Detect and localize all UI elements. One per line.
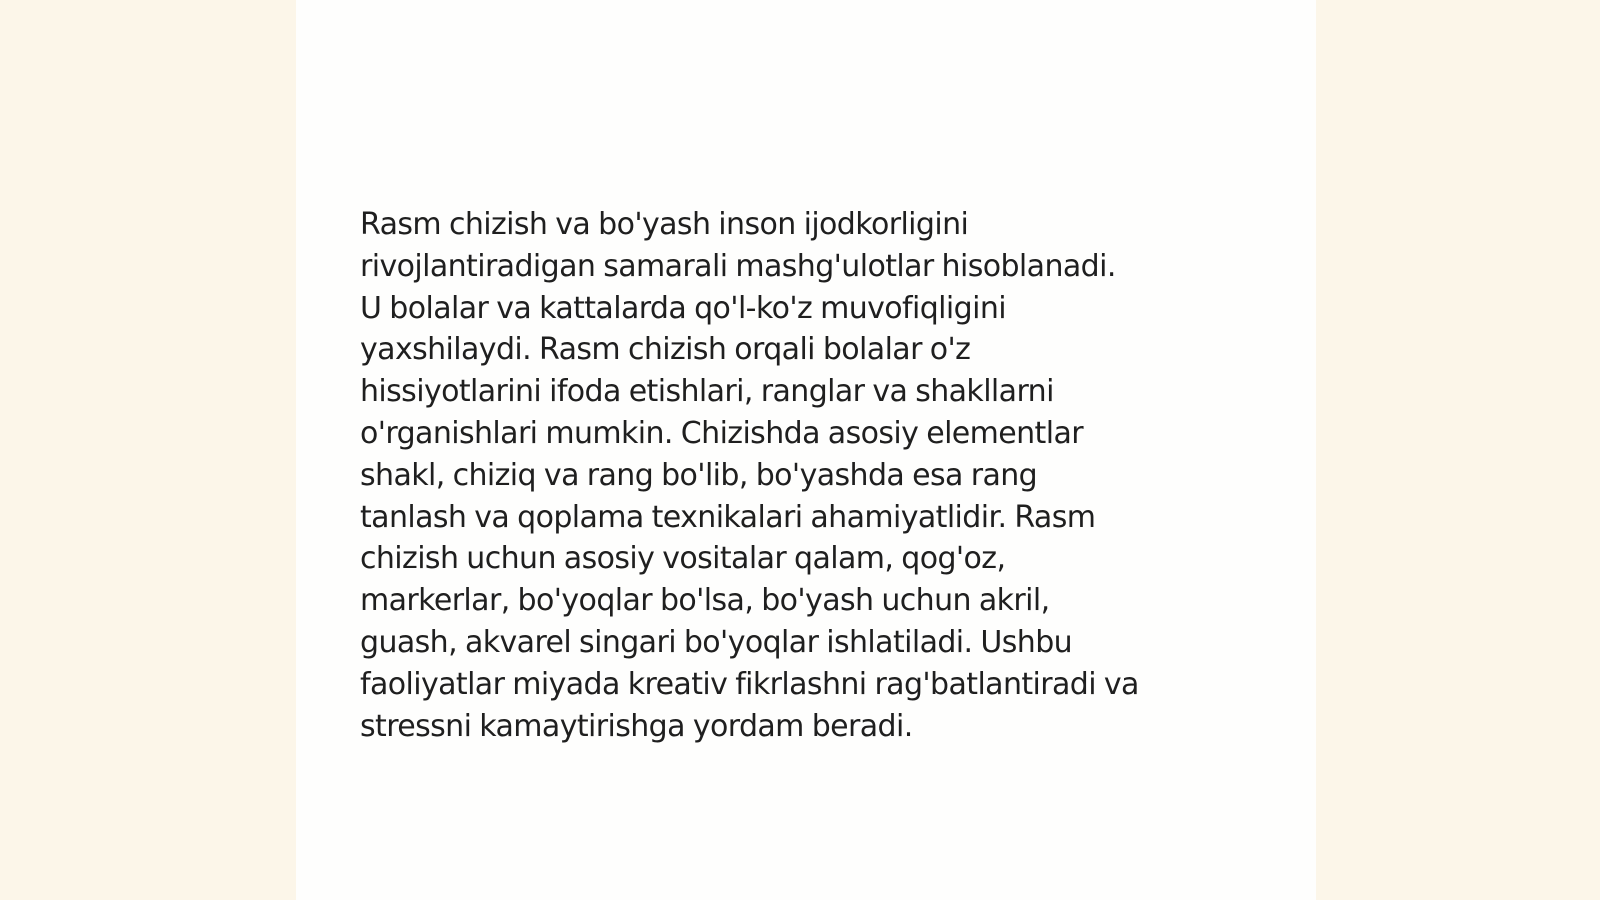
- body-paragraph: [360, 204, 1240, 747]
- paragraph-line: shakl, chiziq va rang bo'lib, bo'yashda esa rang: [360, 457, 1038, 493]
- paragraph-line: U bolalar va kattalarda qo'l-ko'z muvofiqligini: [360, 290, 1006, 326]
- paragraph-line: guash, akvarel singari bo'yoqlar ishlatiladi. Ushbu: [360, 624, 1073, 660]
- paragraph-line: rivojlantiradigan samarali mashg'ulotlar hisoblanadi.: [360, 248, 1116, 284]
- paragraph-line: yaxshilaydi. Rasm chizish orqali bolalar o'z: [360, 332, 971, 368]
- right-margin-panel: [1316, 0, 1600, 900]
- paragraph-line: hissiyotlarini ifoda etishlari, ranglar va shakllarni: [360, 374, 1054, 410]
- paragraph-line: tanlash va qoplama texnikalari ahamiyatlidir. Rasm: [360, 499, 1096, 535]
- paragraph-line: markerlar, bo'yoqlar bo'lsa, bo'yash uchun akril,: [360, 583, 1050, 619]
- paragraph-line: chizish uchun asosiy vositalar qalam, qog'oz,: [360, 541, 1006, 577]
- slide-canvas: [296, 0, 1316, 900]
- paragraph-line: o'rganishlari mumkin. Chizishda asosiy elementlar: [360, 415, 1083, 451]
- paragraph-line: stressni kamaytirishga yordam beradi.: [360, 708, 913, 744]
- paragraph-line: Rasm chizish va bo'yash inson ijodkorligini: [360, 207, 969, 242]
- left-margin-panel: [0, 0, 296, 900]
- paragraph-line: faoliyatlar miyada kreativ fikrlashni rag'batlantiradi va: [360, 666, 1139, 702]
